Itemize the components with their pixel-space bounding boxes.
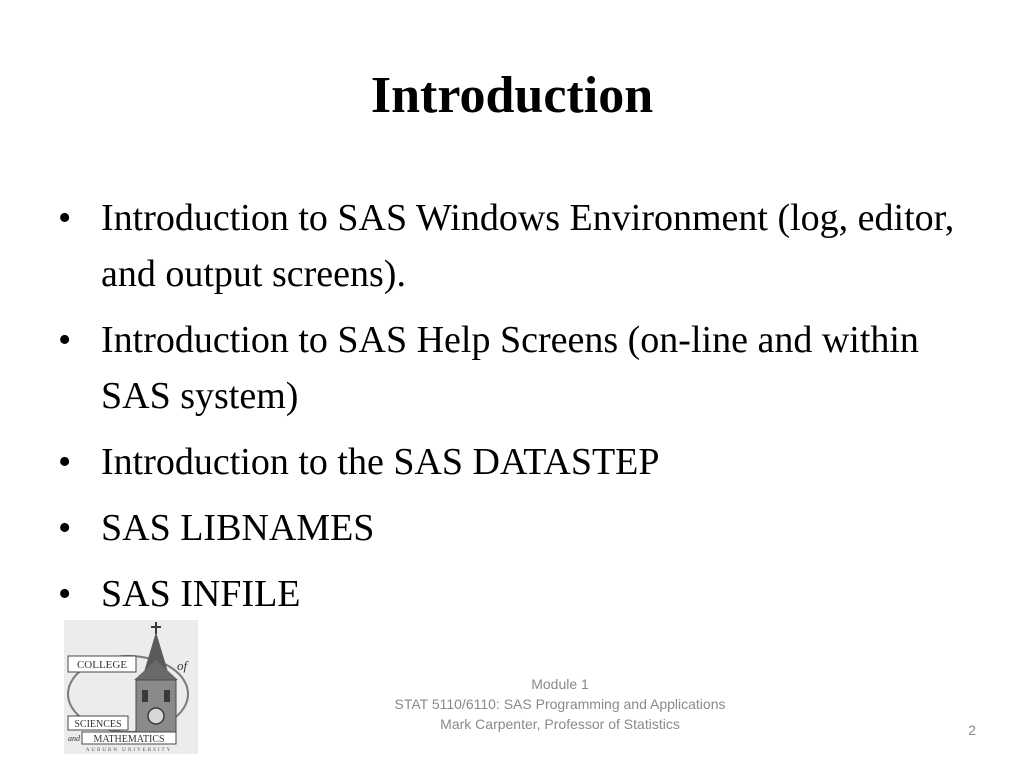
bullet-item-libnames xyxy=(58,500,978,556)
bullet-icon: • xyxy=(58,507,72,549)
bullet-text: Introduction to SAS Help Screens (on-line and within SAS system) xyxy=(101,319,919,417)
bullet-text: SAS LIBNAMES xyxy=(101,507,375,549)
bullet-icon: • xyxy=(58,319,72,361)
logo-text-college: COLLEGE xyxy=(76,659,128,671)
bullet-text: Introduction to SAS Windows Environment (log, editor, and output screens). xyxy=(101,197,955,295)
footer-instructor: Mark Carpenter, Professor of Statistics xyxy=(440,716,680,732)
slide-footer xyxy=(320,674,800,734)
slide-title: Introduction xyxy=(370,67,654,124)
page-number: 2 xyxy=(968,722,976,738)
clock-icon xyxy=(148,708,164,724)
window-left xyxy=(142,690,148,702)
logo-text-and: and xyxy=(68,734,80,743)
logo-text-university: AUBURN UNIVERSITY xyxy=(85,748,173,753)
bullet-list xyxy=(58,190,978,632)
window-right xyxy=(164,690,170,702)
bullet-text: Introduction to the SAS DATASTEP xyxy=(101,441,660,483)
bullet-item-help-screens xyxy=(58,312,978,424)
bullet-icon: • xyxy=(58,441,72,483)
college-logo xyxy=(64,620,198,754)
logo-text-sciences: SCIENCES xyxy=(74,719,122,730)
bullet-item-windows-environment xyxy=(58,190,978,302)
bullet-icon: • xyxy=(58,573,72,615)
logo-text-of: of xyxy=(176,658,188,673)
bullet-text: SAS INFILE xyxy=(101,573,301,615)
bullet-item-infile xyxy=(58,566,978,622)
bullet-item-datastep xyxy=(58,434,978,490)
footer-module: Module 1 xyxy=(531,676,589,692)
logo-text-mathematics: MATHEMATICS xyxy=(93,734,165,745)
bullet-icon: • xyxy=(58,197,72,239)
footer-course: STAT 5110/6110: SAS Programming and Applications xyxy=(394,696,726,712)
